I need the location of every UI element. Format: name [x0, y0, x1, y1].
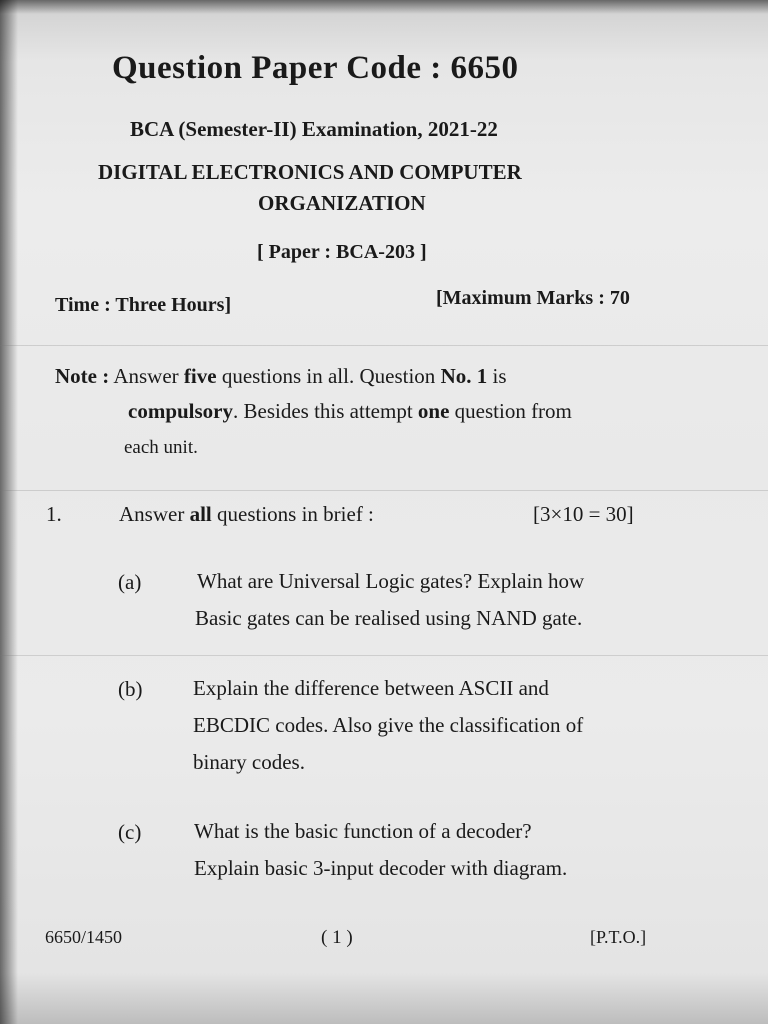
paper-id: [ Paper : BCA-203 ]: [257, 241, 427, 263]
question-emphasis: all: [189, 502, 212, 526]
footer-paper-code: 6650/1450: [45, 927, 123, 947]
question-instruction: [119, 502, 374, 527]
question-paper-code: Question Paper Code : 6650: [112, 50, 519, 86]
question-number: 1.: [46, 502, 62, 526]
paper-crease: [0, 655, 768, 656]
subquestion-text: What are Universal Logic gates? Explain how: [197, 569, 585, 593]
page-edge-shadow: [0, 0, 18, 1024]
subquestion-text: binary codes.: [193, 750, 305, 774]
note-emphasis: compulsory: [128, 399, 233, 423]
paper-crease: [0, 490, 768, 491]
subquestion-label: (b): [118, 677, 143, 701]
note-line1: [55, 364, 507, 389]
subquestion-text: Explain basic 3-input decoder with diagram.: [194, 856, 568, 880]
maximum-marks: [Maximum Marks : 70: [436, 287, 630, 309]
subquestion-label: (a): [118, 570, 142, 594]
subquestion-text: Explain the difference between ASCII and: [193, 676, 549, 700]
exam-title: BCA (Semester-II) Examination, 2021-22: [130, 117, 498, 141]
subquestion-text: EBCDIC codes. Also give the classification of: [193, 713, 584, 737]
subquestion-text: Basic gates can be realised using NAND gate.: [195, 606, 583, 630]
note-emphasis: one: [417, 399, 450, 423]
paper-crease: [0, 345, 768, 346]
question-marks: [3×10 = 30]: [533, 502, 634, 526]
footer-page-number: ( 1 ): [321, 927, 353, 948]
note-text: . Besides this attempt: [233, 399, 418, 423]
time-allowed: Time : Three Hours]: [55, 294, 232, 316]
page-top-shadow: [0, 0, 768, 14]
note-text: is: [487, 364, 507, 388]
note-text: Answer: [109, 364, 184, 388]
note-line2: [128, 399, 572, 424]
note-line3: each unit.: [124, 437, 198, 458]
subquestion-text: What is the basic function of a decoder?: [194, 819, 532, 843]
subquestion-label: (c): [118, 820, 142, 844]
note-text: question from: [449, 399, 572, 423]
question-text: Answer: [119, 502, 190, 526]
subject-title-line1: DIGITAL ELECTRONICS AND COMPUTER: [98, 160, 522, 184]
note-text: questions in all. Question: [216, 364, 441, 388]
subject-title-line2: ORGANIZATION: [258, 191, 426, 215]
footer-pto: [P.T.O.]: [590, 927, 647, 947]
note-emphasis: No. 1: [440, 364, 488, 388]
question-text: questions in brief :: [211, 502, 374, 526]
note-emphasis: five: [183, 364, 217, 388]
note-label: Note :: [55, 364, 110, 388]
